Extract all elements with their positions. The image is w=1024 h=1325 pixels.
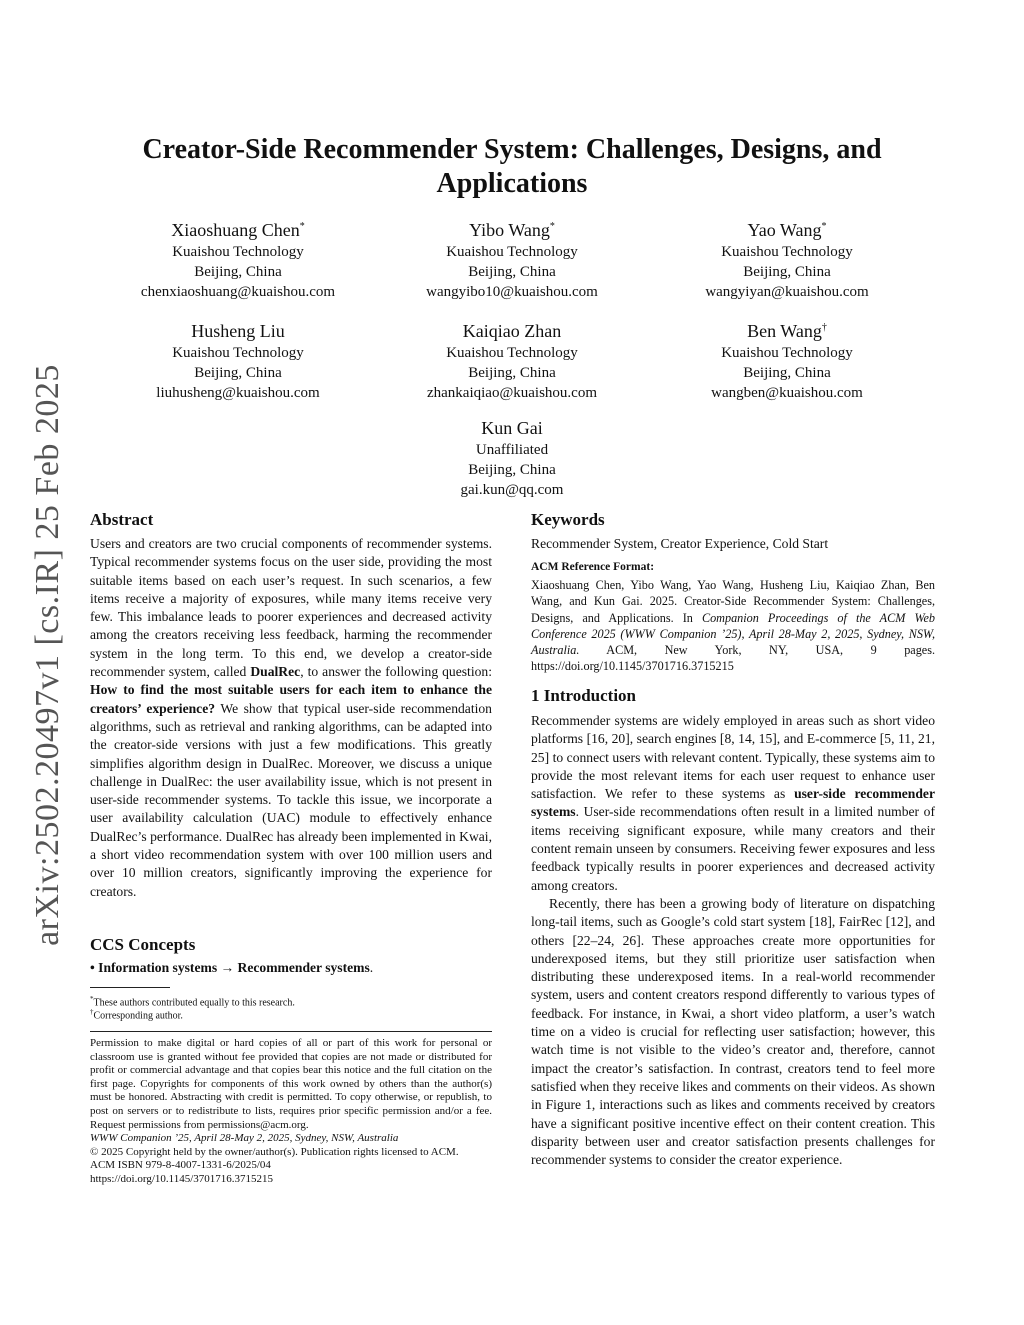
author-mark: * xyxy=(549,221,555,232)
author-location: Beijing, China xyxy=(743,264,831,280)
author-email[interactable]: chenxiaoshuang@kuaishou.com xyxy=(140,284,336,300)
author-email[interactable]: gai.kun@qq.com xyxy=(460,482,564,498)
author-name: Ben Wang xyxy=(747,321,822,341)
isbn-line: ACM ISBN 979-8-4007-1331-6/2025/04 xyxy=(90,1159,271,1172)
author-block xyxy=(382,414,642,500)
author-affiliation: Unaffiliated xyxy=(475,442,549,458)
author-location: Beijing, China xyxy=(468,365,556,381)
footnote-equal-contribution: *These authors contributed equally to this research. xyxy=(90,995,295,1009)
author-name: Yao Wang xyxy=(747,220,822,240)
author-affiliation: Kuaishou Technology xyxy=(172,345,304,361)
author-name: Kaiqiao Zhan xyxy=(462,321,562,341)
author-email[interactable]: wangyiyan@kuaishou.com xyxy=(705,284,869,300)
acm-reference-heading: ACM Reference Format: xyxy=(531,561,655,573)
author-affiliation: Kuaishou Technology xyxy=(721,345,853,361)
introduction-body: Recommender systems are widely employed in areas such as short video platforms [16, 20], search engines [8, 14, 15], and E-commerce [5, 11, 21, 25] to connect users with relevant content. Typically, these systems aim to provide the most relevant items for each user request to enhance user satisfaction. We refer to these systems as user-side recommender systems. User-side recommendations often result in a limited number of items receiving significant exposure, while many creators and their content remain unseen by consumers. Receiving fewer exposures and less feedback typically results in poorer experiences and decreased activity among creators. Recently, there has been a growing body of literature on dispatching long-tail items, such as Google’s cold start system [18], FairRec [12], and others [22–24, 26]. These approaches create more opportunities for underexposed items, but they still prioritize user satisfaction when distributing these underexposed items. In a real-world recommender system, users and content creators respond differently to various types of feedback. For instance, in Kwai, a short video platform, a user’s watch time on a video is crucial for reflecting user satisfaction; however, this watch time is not visible to the video’s creator and, therefore, cannot impact the creator’s satisfaction. In contrast, creators tend to feel more satisfied when they receive likes and comments on their videos. As shown in Figure 1, interactions such as likes and comments received by creators have a significant positive incentive effect on their content creation. This disparity between user and creator satisfaction presents challenges for recommender systems to consider the creator experience. xyxy=(531,713,935,1168)
author-email[interactable]: zhankaiqiao@kuaishou.com xyxy=(426,385,598,401)
author-affiliation: Kuaishou Technology xyxy=(172,244,304,260)
author-name: Yibo Wang xyxy=(469,220,550,240)
author-email[interactable]: wangben@kuaishou.com xyxy=(711,385,863,401)
author-email[interactable]: wangyibo10@kuaishou.com xyxy=(426,284,598,300)
author-location: Beijing, China xyxy=(194,365,282,381)
author-block xyxy=(108,317,368,403)
author-block xyxy=(657,317,917,403)
author-block xyxy=(657,216,917,302)
author-affiliation: Kuaishou Technology xyxy=(446,244,578,260)
author-affiliation: Kuaishou Technology xyxy=(446,345,578,361)
author-location: Beijing, China xyxy=(468,264,556,280)
paper-title: Creator-Side Recommender System: Challenges, Designs, and Applications xyxy=(142,134,882,199)
venue-line: WWW Companion ’25, April 28-May 2, 2025, Sydney, NSW, Australia xyxy=(90,1132,399,1145)
acm-reference-text: Xiaoshuang Chen, Yibo Wang, Yao Wang, Husheng Liu, Kaiqiao Zhan, Ben Wang, and Kun Gai. 2025. Creator-Side Recommender System: Challenges, Designs, and Applications. In Companion Proceedings of the ACM Web Conference 2025 (WWW Companion ’25), April 28-May 2, 2025, Sydney, NSW, Australia. ACM, New York, NY, USA, 9 pages. https://doi.org/10.1145/3701716.3715215 xyxy=(531,578,935,674)
author-block xyxy=(108,216,368,302)
abstract-heading: Abstract xyxy=(90,510,154,529)
author-location: Beijing, China xyxy=(468,462,556,478)
author-block xyxy=(382,317,642,403)
author-name: Husheng Liu xyxy=(191,321,285,341)
author-mark: † xyxy=(821,322,827,333)
footnote-divider xyxy=(90,987,170,988)
keywords-heading: Keywords xyxy=(531,510,605,529)
author-name: Xiaoshuang Chen xyxy=(171,220,300,240)
ccs-concepts: • Information systems → Recommender systems. xyxy=(90,960,374,975)
arxiv-stamp: arXiv:2502.20497v1 [cs.IR] 25 Feb 2025 xyxy=(29,364,66,946)
doi-link[interactable]: https://doi.org/10.1145/3701716.3715215 xyxy=(90,1172,274,1185)
author-name: Kun Gai xyxy=(481,418,543,438)
ccs-heading: CCS Concepts xyxy=(90,935,196,954)
keywords-text: Recommender System, Creator Experience, Cold Start xyxy=(531,536,829,551)
author-location: Beijing, China xyxy=(743,365,831,381)
author-mark: * xyxy=(299,221,305,232)
author-mark: * xyxy=(821,221,827,232)
author-location: Beijing, China xyxy=(194,264,282,280)
copyright-line: © 2025 Copyright held by the owner/author(s). Publication rights licensed to ACM. xyxy=(90,1145,459,1158)
introduction-heading: 1 Introduction xyxy=(531,686,637,705)
permission-divider xyxy=(90,1031,492,1032)
footnote-corresponding: †Corresponding author. xyxy=(90,1008,183,1022)
permission-notice: Permission to make digital or hard copies of all or part of this work for personal or classroom use is granted without fee provided that copies are not made or distributed for profit or commercial advantage and that copies bear this notice and the full citation on the first page. Copyrights for components of this work owned by others than the author(s) must be honored. Abstracting with credit is permitted. To copy otherwise, or republish, to post on servers or to redistribute to lists, requires prior specific permission and/or a fee. Request permissions from permissions@acm.org. WWW Companion ’25, April 28-May 2, 2025, Sydney, NSW, Australia © 2025 Copyright held by the owner/author(s). Publication rights licensed to ACM. ACM ISBN 979-8-4007-1331-6/2025/04 https://doi.org/10.1145/3701716.3715215 xyxy=(90,1037,492,1185)
author-block xyxy=(382,216,642,302)
author-affiliation: Kuaishou Technology xyxy=(721,244,853,260)
author-email[interactable]: liuhusheng@kuaishou.com xyxy=(156,385,320,401)
abstract-body: Users and creators are two crucial components of recommender systems. Typical recommender systems focus on the user side, providing the most suitable items based on each user’s request. In such scenarios, a few items receive a majority of exposures, while many items receive very few. This imbalance leads to poorer experiences and decreased activity among the creators receiving less feedback, harming the recommender system in the long term. To this end, we develop a creator-side recommender system, called DualRec, to answer the following question: How to find the most suitable users for each item to enhance the creators’ experience? We show that typical user-side recommendation algorithms, such as retrieval and ranking algorithms, can be adapted into the creator-side versions with just a few modifications. This greatly simplifies algorithm design in DualRec. Moreover, we discuss a unique challenge in DualRec: the user availability issue, which is not present in user-side recommender systems. To tackle this issue, we incorporate a user availability calculation (UAC) module to effectively enhance DualRec’s performance. DualRec has already been implemented in Kwai, a short video recommendation system with over 100 million users and over 10 million creators, significantly improving the experience for creators. xyxy=(90,536,492,899)
